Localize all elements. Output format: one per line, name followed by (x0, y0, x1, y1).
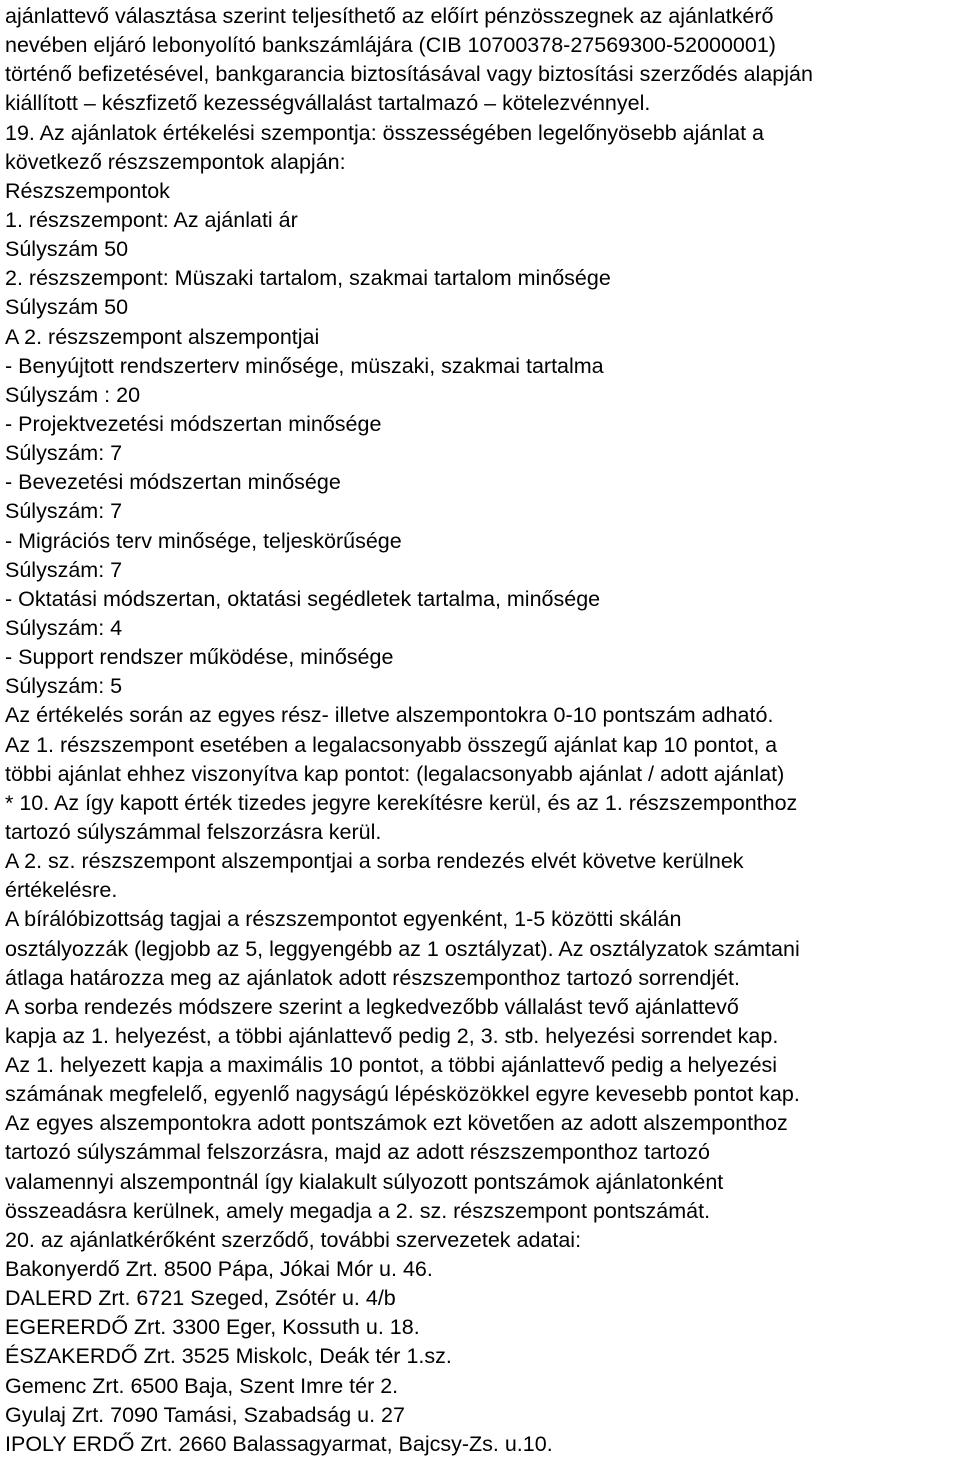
organization-entry: EGERERDŐ Zrt. 3300 Eger, Kossuth u. 18. (5, 1315, 420, 1340)
evaluation-text-line: * 10. Az így kapott érték tizedes jegyre kerekítésre kerül, és az 1. részszemponthoz (5, 790, 798, 815)
evaluation-text-line: összeadásra kerülnek, amely megadja a 2. sz. részszempont pontszámát. (5, 1198, 711, 1223)
section-heading: 19. Az ajánlatok értékelési szempontja: összességében legelőnyösebb ajánlat a (5, 120, 764, 145)
subheading: Részszempontok (5, 178, 170, 203)
evaluation-text-line: többi ajánlat ehhez viszonyítva kap pontot: (legalacsonyabb ajánlat / adott ajánlat) (5, 761, 785, 786)
document-page (5, 2, 955, 1459)
criterion-title: 2. részszempont: Müszaki tartalom, szakmai tartalom minősége (5, 266, 611, 291)
evaluation-text-line: A 2. sz. részszempont alszempontjai a sorba rendezés elvét követve kerülnek (5, 849, 744, 874)
evaluation-text-line: Az 1. részszempont esetében a legalacsonyabb összegű ajánlat kap 10 pontot, a (5, 732, 778, 757)
evaluation-text-line: A bírálóbizottság tagjai a részszempontot egyenként, 1-5 közötti skálán (5, 907, 682, 932)
subcriterion-weight: Súlyszám : 20 (5, 382, 141, 407)
subcriterion-weight: Súlyszám: 7 (5, 441, 123, 466)
subcriterion-weight: Súlyszám: 5 (5, 674, 123, 699)
organization-entry: Bakonyerdő Zrt. 8500 Pápa, Jókai Mór u. 46. (5, 1257, 433, 1282)
subcriterion-weight: Súlyszám: 7 (5, 557, 123, 582)
criterion-title: 1. részszempont: Az ajánlati ár (5, 207, 298, 232)
subcriterion-weight: Súlyszám: 4 (5, 615, 123, 640)
text-line: ajánlattevő választása szerint teljesíthető az előírt pénzösszegnek az ajánlatkérő (5, 4, 774, 28)
subcriteria-heading: A 2. részszempont alszempontjai (5, 324, 320, 349)
subcriterion-title: - Support rendszer működése, minősége (5, 645, 394, 670)
subcriterion-title: - Projektvezetési módszertan minősége (5, 411, 382, 436)
evaluation-text-line: A sorba rendezés módszere szerint a legkedvezőbb vállalást tevő ajánlattevő (5, 994, 739, 1019)
text-line: történő befizetésével, bankgarancia biztosításával vagy biztosítási szerződés alapján (5, 62, 813, 87)
organization-entry: DALERD Zrt. 6721 Szeged, Zsótér u. 4/b (5, 1286, 396, 1311)
evaluation-text-line: Az egyes alszempontokra adott pontszámok ezt követően az adott alszemponthoz (5, 1111, 788, 1136)
text-line: nevében eljáró lebonyolító bankszámlájára (CIB 10700378-27569300-52000001) (5, 33, 776, 58)
subcriterion-weight: Súlyszám: 7 (5, 499, 123, 524)
subcriterion-title: - Bevezetési módszertan minősége (5, 470, 341, 495)
evaluation-text-line: tartozó súlyszámmal felszorzásra kerül. (5, 819, 382, 844)
section-19 (5, 119, 955, 1226)
section-heading: 20. az ajánlatkérőként szerződő, további szervezetek adatai: (5, 1227, 582, 1252)
organization-entry: Gyulaj Zrt. 7090 Tamási, Szabadság u. 27 (5, 1402, 405, 1427)
evaluation-text-line: átlaga határozza meg az ajánlatok adott részszemponthoz tartozó sorrendjét. (5, 965, 740, 990)
organization-entry: ÉSZAKERDŐ Zrt. 3525 Miskolc, Deák tér 1.sz. (5, 1344, 452, 1369)
subcriterion-title: - Migrációs terv minősége, teljeskörűsége (5, 528, 402, 553)
organization-entry: Gemenc Zrt. 6500 Baja, Szent Imre tér 2. (5, 1373, 399, 1398)
evaluation-text-line: osztályozzák (legjobb az 5, leggyengébb az 1 osztályzat). Az osztályzatok számtani (5, 936, 800, 961)
evaluation-text-line: tartozó súlyszámmal felszorzásra, majd az adott részszemponthoz tartozó (5, 1140, 711, 1165)
evaluation-text-line: számának megfelelő, egyenlő nagyságú lépésközökkel egyre kevesebb pontot kap. (5, 1082, 800, 1107)
text-line: kiállított – készfizető kezességvállalást tartalmazó – kötelezvénnyel. (5, 91, 651, 116)
section-heading: következő részszempontok alapján: (5, 149, 346, 174)
subcriterion-title: - Benyújtott rendszerterv minősége, müszaki, szakmai tartalma (5, 353, 604, 378)
intro-paragraph (5, 2, 955, 119)
section-20 (5, 1226, 955, 1459)
criterion-weight: Súlyszám 50 (5, 295, 129, 320)
evaluation-text-line: kapja az 1. helyezést, a többi ajánlattevő pedig 2, 3. stb. helyezési sorrendet kap. (5, 1023, 779, 1048)
evaluation-text-line: Az 1. helyezett kapja a maximális 10 pontot, a többi ajánlattevő pedig a helyezési (5, 1053, 778, 1078)
organization-entry: IPOLY ERDŐ Zrt. 2660 Balassagyarmat, Bajcsy-Zs. u.10. (5, 1431, 553, 1456)
subcriterion-title: - Oktatási módszertan, oktatási segédletek tartalma, minősége (5, 586, 601, 611)
evaluation-text-line: Az értékelés során az egyes rész- illetve alszempontokra 0-10 pontszám adható. (5, 703, 774, 728)
criterion-weight: Súlyszám 50 (5, 237, 129, 262)
evaluation-text-line: értékelésre. (5, 878, 118, 903)
evaluation-text-line: valamennyi alszempontnál így kialakult súlyozott pontszámok ajánlatonként (5, 1169, 724, 1194)
